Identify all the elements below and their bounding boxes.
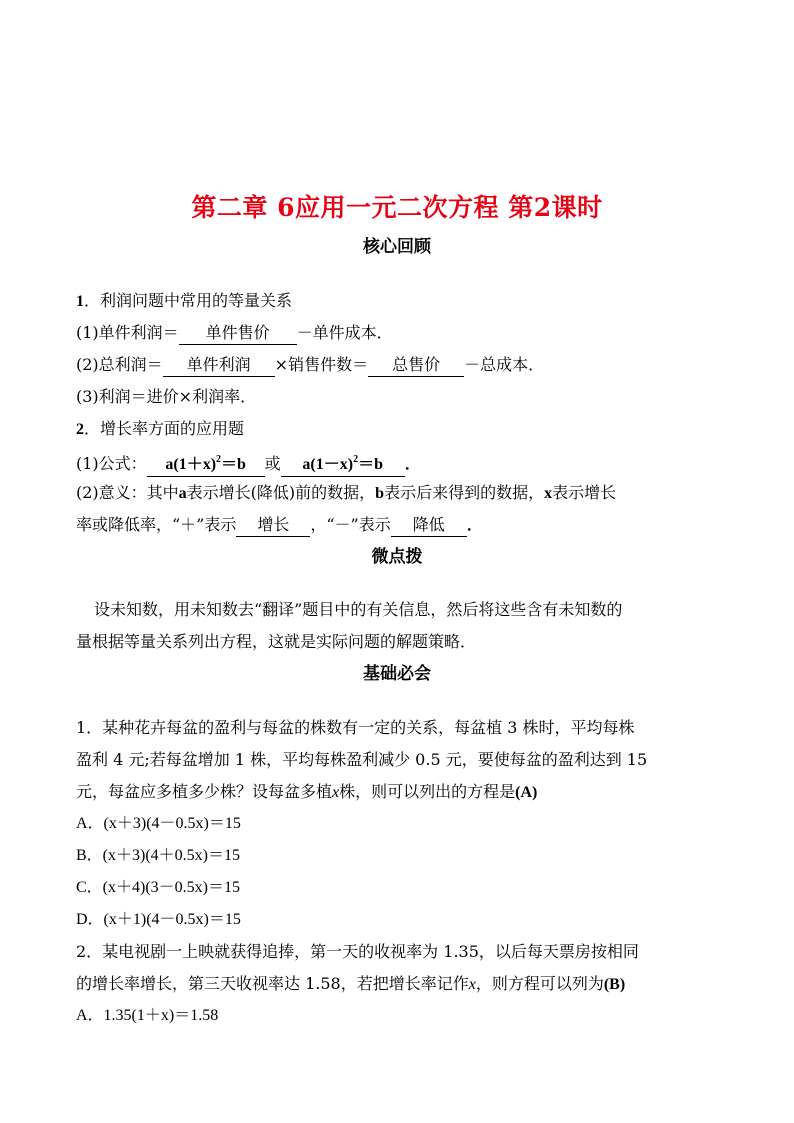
formula-rhs: ＝b — [358, 456, 383, 473]
item-prefix: (1)公式： — [76, 454, 147, 473]
question-text: ．增长率方面的应用题 — [84, 419, 245, 438]
review-q2-heading — [76, 417, 726, 442]
answer-choice: (B) — [603, 976, 626, 993]
text-span: ． — [466, 515, 483, 534]
formula-exponent: 2 — [216, 454, 222, 465]
item-suffix: ． — [404, 454, 421, 473]
item-suffix: －单件成本． — [296, 323, 393, 342]
item-suffix: －总成本． — [464, 355, 545, 374]
review-q2-meaning-line2 — [76, 513, 726, 537]
text-span: ，则方程可以列为 — [475, 974, 604, 993]
text-span: 元，每盆应多植多少株？设每盆多植 — [76, 782, 333, 801]
basic-q1-line1: 1．某种花卉每盆的盈利与每盆的株数有一定的关系，每盆植 3 株时，平均每株 — [76, 718, 635, 737]
variable-a: a — [178, 485, 187, 502]
review-q1-heading — [76, 289, 726, 314]
item-prefix: (2)总利润＝ — [76, 355, 163, 374]
text-span: 表示增长(降低)前的数据， — [186, 483, 376, 502]
answer-blank — [147, 449, 265, 477]
basic-q2-option-a: A．1.35(1＋x)＝1.58 — [76, 1007, 219, 1024]
text-span: 率或降低率，“＋”表示 — [76, 515, 237, 534]
review-q2-formula — [76, 449, 726, 477]
tip-line1: 设未知数，用未知数去“翻译”题目中的有关信息，然后将这些含有未知数的 — [94, 600, 623, 619]
basic-q1-option-b: B．(x＋3)(4＋0.5x)＝15 — [76, 847, 240, 864]
basic-q2-line2 — [76, 972, 726, 997]
text-span: (2)意义：其中 — [76, 483, 179, 502]
text-span: 表示增长 — [552, 483, 617, 502]
text-span: 的增长率增长，第三天收视率达 1.58，若把增长率记作 — [76, 974, 469, 993]
basic-q1-option-c: C．(x＋4)(3－0.5x)＝15 — [76, 879, 240, 896]
item-middle: ×销售件数＝ — [274, 355, 369, 374]
formula-base: a(1＋x) — [165, 456, 217, 473]
formula-rhs: ＝b — [221, 456, 246, 473]
review-q2-meaning-line1 — [76, 481, 726, 506]
answer-choice: (A) — [515, 784, 538, 801]
question-number: 2 — [76, 421, 84, 438]
basic-q1-option-a: A．(x＋3)(4－0.5x)＝15 — [76, 815, 241, 832]
basic-q1-option-d: D．(x＋1)(4－0.5x)＝15 — [76, 911, 241, 928]
text-span: ，“－”表示 — [310, 515, 391, 534]
question-text: ．利润问题中常用的等量关系 — [84, 291, 293, 310]
variable-b: b — [375, 485, 385, 502]
variable-x: x — [468, 976, 476, 993]
basic-q2-line1: 2．某电视剧一上映就获得追捧，第一天的收视率为 1.35，以后每天票房按相同 — [76, 942, 639, 961]
answer-blank: 增长 — [236, 514, 310, 537]
review-q1-item2 — [76, 353, 726, 377]
text-span: 表示后来得到的数据， — [384, 483, 545, 502]
answer-blank: 降低 — [391, 514, 467, 537]
section-heading-tip: 微点拨 — [371, 547, 423, 567]
tip-line2: 量根据等量关系列出方程，这就是实际问题的解题策略． — [76, 632, 477, 651]
question-number: 1 — [76, 293, 84, 310]
formula-base: a(1－x) — [302, 456, 354, 473]
answer-blank: 单件售价 — [179, 322, 297, 345]
review-q1-item1 — [76, 321, 726, 345]
formula-exponent: 2 — [353, 454, 359, 465]
item-prefix: (1)单件利润＝ — [76, 323, 179, 342]
variable-x: x — [544, 485, 553, 502]
answer-blank — [281, 449, 405, 477]
variable-x: x — [332, 784, 340, 801]
text-span: 株，则可以列出的方程是 — [339, 782, 516, 801]
section-heading-basic: 基础必会 — [363, 664, 431, 684]
answer-blank: 单件利润 — [163, 354, 275, 377]
section-heading-review: 核心回顾 — [363, 237, 431, 257]
basic-q1-line2: 盈利 4 元;若每盆增加 1 株，平均每株盈利减少 0.5 元，要使每盆的盈利达到 15 — [76, 750, 648, 769]
basic-q1-line3 — [76, 780, 726, 805]
page-title: 第二章 6应用一元二次方程 第2课时 — [191, 193, 603, 222]
formula-or: 或 — [264, 454, 281, 473]
review-q1-item3: (3)利润＝进价×利润率． — [76, 387, 257, 406]
answer-blank: 总售价 — [368, 354, 464, 377]
